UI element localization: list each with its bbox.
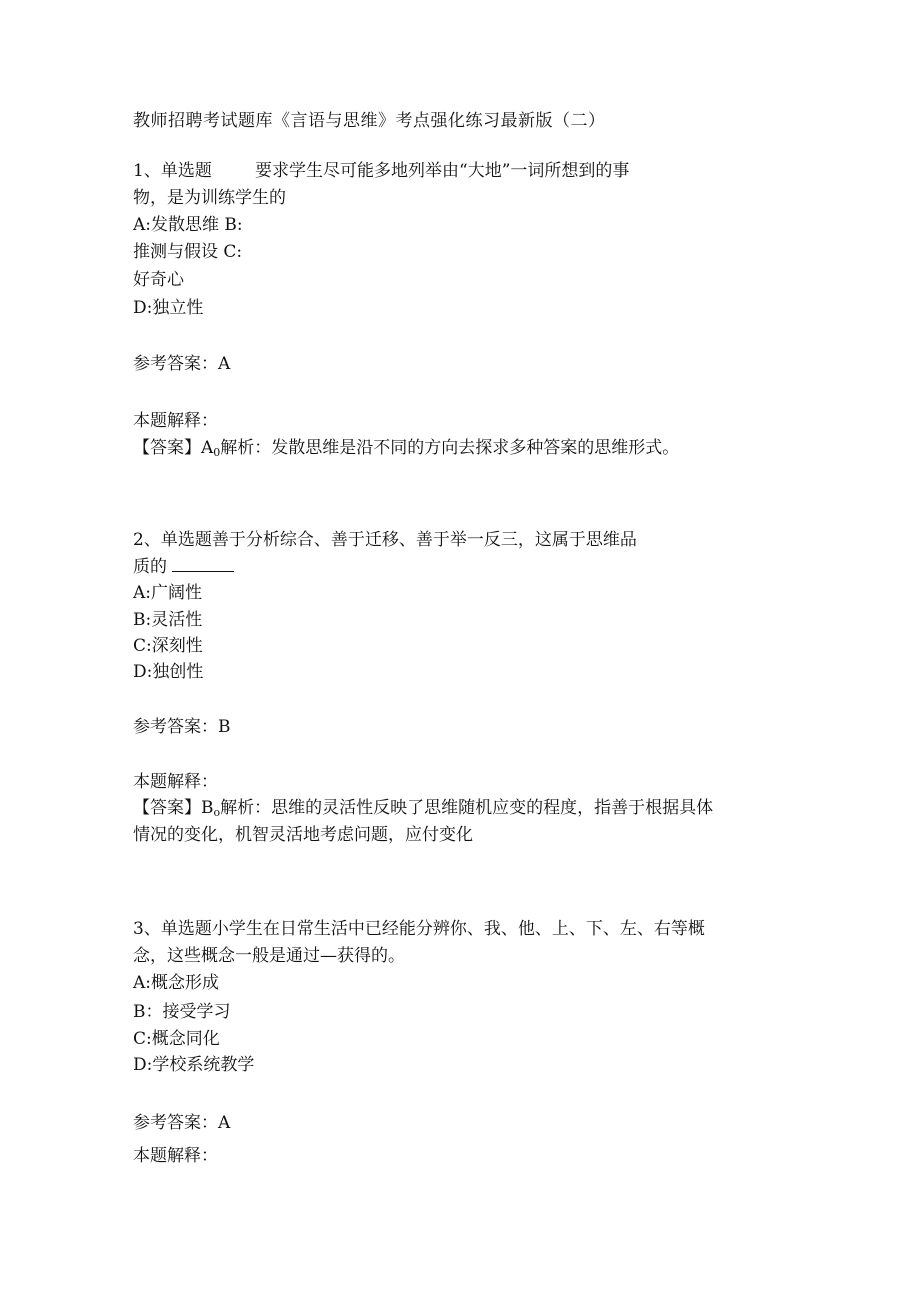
q1-stem-line1: 1、单选题 要求学生尽可能多地列举由“大地”一词所想到的事 — [133, 161, 630, 181]
q2-option-a: A:广阔性 — [133, 583, 203, 603]
q1-explain-prefix: 【答案】A — [133, 438, 214, 458]
q3-option-c: C:概念同化 — [133, 1029, 220, 1049]
q3-stem-line2: 念，这些概念一般是通过—获得的。 — [133, 946, 405, 966]
q1-explanation — [133, 437, 679, 459]
q3-stem-line1: 3、单选题小学生在日常生活中已经能分辨你、我、他、上、下、左、右等概 — [133, 919, 705, 939]
q3-option-a: A:概念形成 — [133, 973, 220, 993]
q2-explanation — [133, 797, 713, 819]
q1-option-line1: A:发散思维 B: — [133, 215, 243, 235]
q1-stem-line2: 物，是为训练学生的 — [133, 188, 286, 208]
q2-explain-prefix: 【答案】B — [133, 798, 214, 818]
q2-stem-line2-wrap — [133, 556, 234, 578]
q1-answer: 参考答案：A — [133, 354, 231, 374]
q2-answer: 参考答案：B — [133, 717, 231, 737]
q2-option-c: C:深刻性 — [133, 636, 203, 656]
document-title: 教师招聘考试题库《言语与思维》考点强化练习最新版（二） — [133, 111, 606, 131]
q2-explain-text: 解析：思维的灵活性反映了思维随机应变的程度，指善于根据具体 — [220, 798, 714, 818]
q2-option-b: B:灵活性 — [133, 610, 203, 630]
q2-explanation-line2: 情况的变化，机智灵活地考虑问题，应付变化 — [133, 825, 473, 845]
q1-option-line3: 好奇心 — [133, 270, 184, 290]
q2-explain-subscript: o — [213, 806, 221, 819]
q2-option-d: D:独创性 — [133, 662, 204, 682]
q2-explain-label: 本题解释： — [133, 772, 218, 792]
q1-explain-text: 解析：发散思维是沿不同的方向去探求多种答案的思维形式。 — [220, 438, 680, 458]
q3-option-d: D:学校系统教学 — [133, 1055, 255, 1075]
fill-in-blank — [172, 557, 234, 572]
q2-stem-line1: 2、单选题善于分析综合、善于迁移、善于举一反三，这属于思维品 — [133, 530, 637, 550]
q1-explain-label: 本题解释： — [133, 411, 218, 431]
q1-option-line4: D:独立性 — [133, 298, 204, 318]
q1-option-line2: 推测与假设 C: — [133, 242, 243, 262]
q3-answer: 参考答案：A — [133, 1113, 231, 1133]
q3-explain-label: 本题解释： — [133, 1146, 218, 1166]
q3-option-b: B：接受学习 — [133, 1002, 231, 1022]
q2-stem-line2: 质的 — [133, 557, 173, 577]
q1-explain-subscript: 0 — [213, 446, 221, 459]
